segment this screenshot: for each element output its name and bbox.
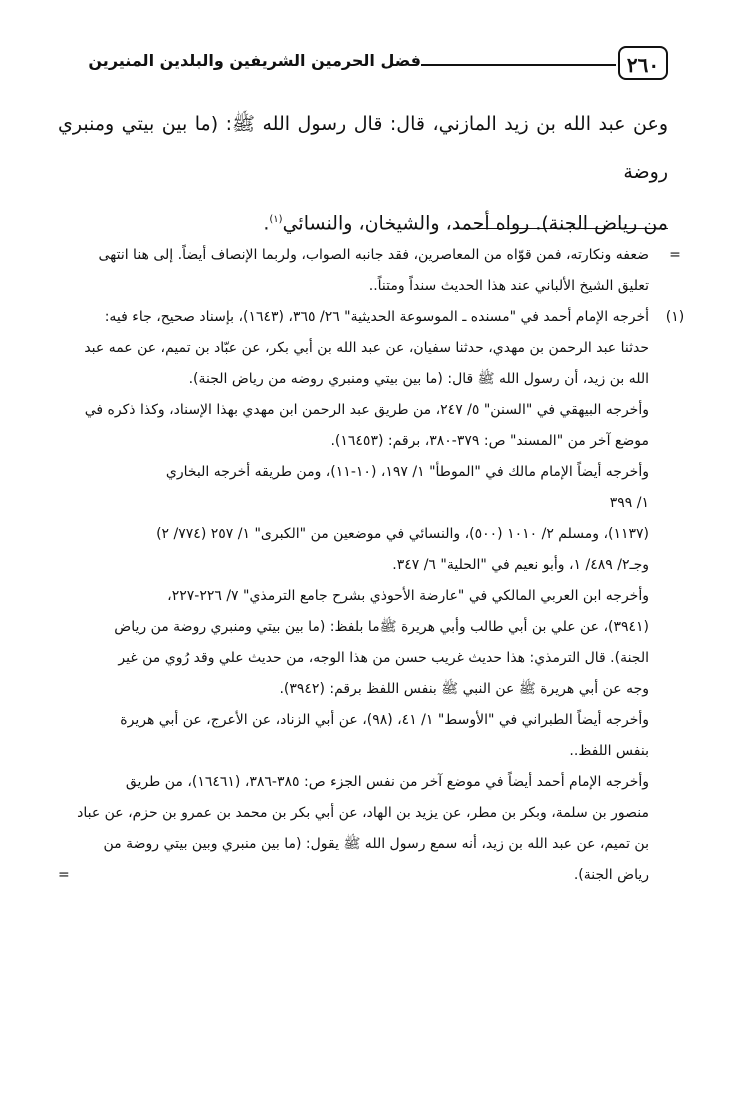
footnote-line: وأخرجه أيضاً الإمام مالك في "الموطأ" ١/ ١٩٧، (١٠-١١)، ومن طريقه أخرجه البخاري [165,464,649,480]
footnote-line: الله بن زيد، أن رسول الله ﷺ قال: (ما بين بيتي ومنبري روضه من رياض الجنة). [188,371,649,387]
header-rule [421,64,616,66]
page-number: ٢٦٠ [618,46,668,80]
footnote-marker: (١) [665,309,685,325]
continuation-marker: = [669,247,681,263]
footnotes [58,240,693,891]
main-line-end: . [263,212,270,235]
continuation-marker: = [58,867,70,883]
footnote-separator [455,228,668,229]
page-header [26,46,668,86]
footnote-line: (٣٩٤١)، عن علي بن أبي طالب وأبي هريرة ﷺما بلفظ: (ما بين بيتي ومنبري روضة من رياض [114,619,649,635]
footnote-line: ضعفه ونكارته، فمن قوّاه من المعاصرين، فقد جانبه الصواب، ولربما الإنصاف أيضاً. إلى هنا انتهى [98,247,649,263]
footnote-line: منصور بن سلمة، وبكر بن مطر، عن يزيد بن الهاد، عن أبي بكر بن محمد بن عمرو بن حزم، عن عباد [77,805,649,821]
footnote-line: (١١٣٧)، ومسلم ٢/ ١٠١٠ (٥٠٠)، والنسائي في موضعين من "الكبرى" ١/ ٢٥٧ (٧٧٤/ ٢) [156,526,649,542]
footnote-line: ١/ ٣٩٩ [609,495,649,511]
footnote-ref[interactable]: (١) [269,214,283,225]
footnote-line: موضع آخر من "المسند" ص: ٣٧٩-٣٨٠، برقم: (١٦٤٥٣). [330,433,649,449]
footnote-line: حدثنا عبد الرحمن بن مهدي، حدثنا سفيان، عن عبد الله بن أبي بكر، عن عبّاد بن تميم، عن عمه عبد [84,340,649,356]
running-title: فضل الحرمين الشريفين والبلدين المنيرين [88,51,421,70]
footnote-line: بن تميم، عن عبد الله بن زيد، أنه سمع رسول الله ﷺ يقول: (ما بين منبري وبين بيتي روضة من [103,836,649,852]
footnote-line: تعليق الشيخ الألباني عند هذا الحديث سنداً ومتناً.. [368,278,649,294]
main-line-text: من رياض الجنة). رواه أحمد، والشيخان، والنسائي [282,212,668,235]
footnote-line: وأخرجه ابن العربي المالكي في "عارضة الأحوذي بشرح جامع الترمذي" ٧/ ٢٢٦-٢٢٧، [167,588,649,604]
footnote-line: وجه عن أبي هريرة ﷺ عن النبي ﷺ بنفس اللفظ برقم: (٣٩٤٢). [279,681,649,697]
footnote-line: رياض الجنة). [573,867,649,883]
footnote-1 [58,302,693,891]
main-text [58,100,668,247]
footnote-continuation [58,240,693,302]
footnote-line: الجنة). قال الترمذي: هذا حديث غريب حسن من هذا الوجه، من حديث علي وقد رُوي من غير [118,650,649,666]
footnote-line: أخرجه الإمام أحمد في "مسنده ـ الموسوعة الحديثية" ٢٦/ ٣٦٥، (١٦٤٣)، بإسناد صحيح، جاء فيه: [104,309,649,325]
footnote-line: وجـ٢/ ٤٨٩/ ١، وأبو نعيم في "الحلية" ٦/ ٣٤٧. [392,557,649,573]
main-line: وعن عبد الله بن زيد المازني، قال: قال رسول الله ﷺ: (ما بين بيتي ومنبري روضة [58,113,668,183]
footnote-line: بنفس اللفظ.. [569,743,649,759]
footnote-line: وأخرجه الإمام أحمد أيضاً في موضع آخر من نفس الجزء ص: ٣٨٥-٣٨٦، (١٦٤٦١)، من طريق [125,774,649,790]
footnote-line: وأخرجه البيهقي في "السنن" ٥/ ٢٤٧، من طريق عبد الرحمن ابن مهدي بهذا الإسناد، وكذا ذكره في [84,402,649,418]
footnote-line: وأخرجه أيضاً الطبراني في "الأوسط" ١/ ٤١، (٩٨)، عن أبي الزناد، عن الأعرج، عن أبي هريرة [120,712,649,728]
